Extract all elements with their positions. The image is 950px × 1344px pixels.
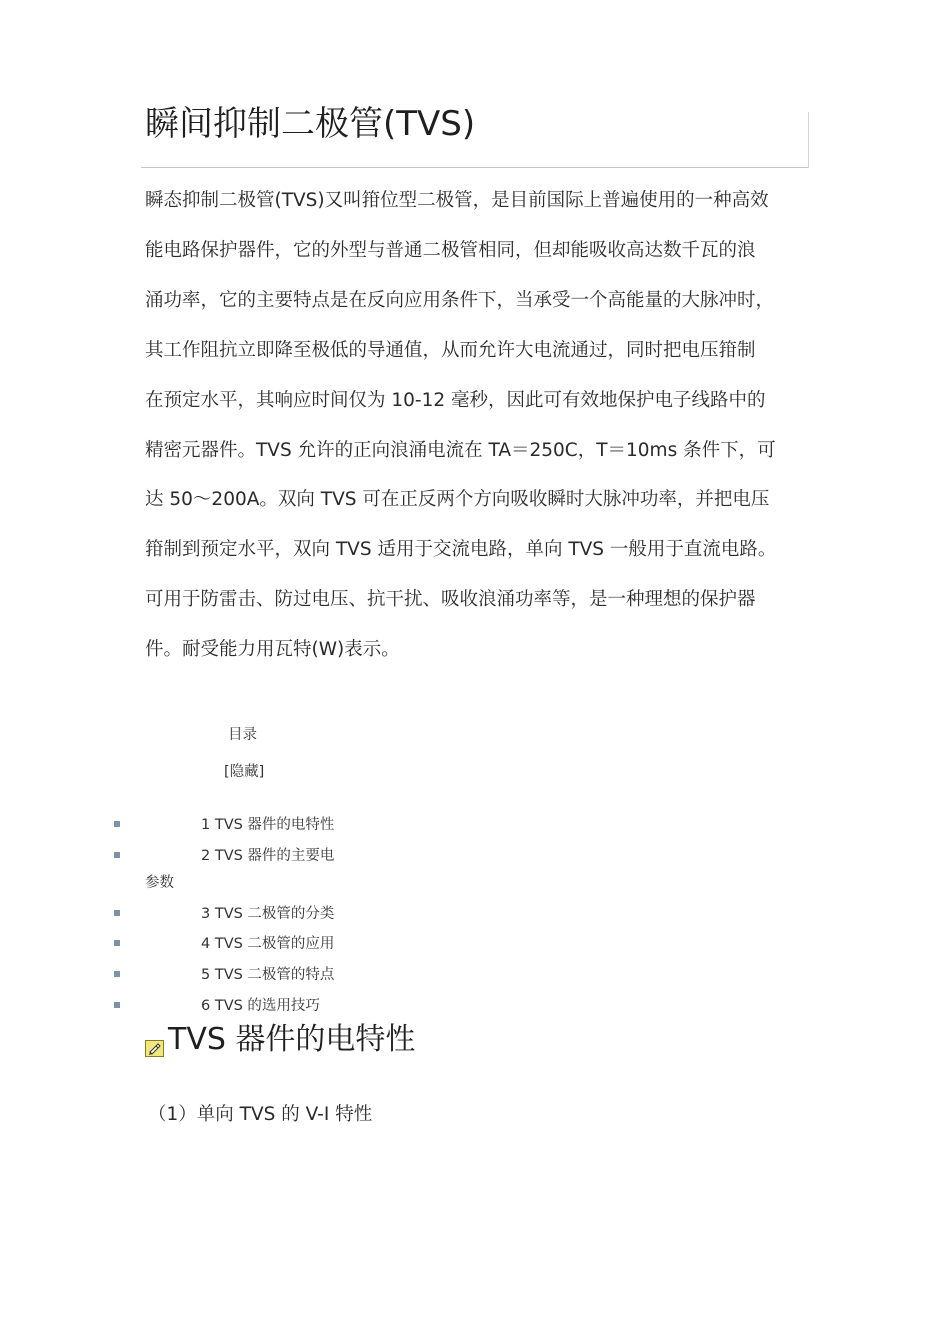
intro-line: 涌功率，它的主要特点是在反向应用条件下，当承受一个高能量的大脉冲时， xyxy=(145,289,775,311)
toc-item[interactable] xyxy=(0,933,700,955)
intro-paragraph xyxy=(145,176,813,675)
intro-line: 其工作阻抗立即降至极低的导通值，从而允许大电流通过，同时把电压箝制 xyxy=(145,339,756,361)
subsection-heading: （1）单向 TVS 的 V-I 特性 xyxy=(148,1104,373,1125)
intro-line: 瞬态抑制二极管(TVS)又叫箝位型二极管，是目前国际上普遍使用的一种高效 xyxy=(145,190,769,211)
bullet-icon xyxy=(114,852,120,858)
bullet-icon xyxy=(114,821,120,827)
toc-link[interactable]: 5 TVS 二极管的特点 xyxy=(201,967,335,983)
toc-link[interactable]: 3 TVS 二极管的分类 xyxy=(201,906,335,922)
toc-item[interactable] xyxy=(0,814,700,836)
intro-line: 精密元器件。TVS 允许的正向浪涌电流在 TA＝250C，T＝10ms 条件下，可 xyxy=(145,439,776,461)
intro-line: 件。耐受能力用瓦特(W)表示。 xyxy=(145,639,400,661)
edit-icon[interactable] xyxy=(145,1040,164,1057)
toc-link[interactable]: 2 TVS 器件的主要电 xyxy=(201,848,335,864)
bullet-icon xyxy=(114,940,120,946)
intro-line: 能电路保护器件，它的外型与普通二极管相同，但却能吸收高达数千瓦的浪 xyxy=(145,239,756,261)
toc-item[interactable] xyxy=(0,845,700,867)
toc-title: 目录 xyxy=(228,727,257,743)
intro-line: 在预定水平，其响应时间仅为 10-12 毫秒，因此可有效地保护电子线路中的 xyxy=(145,389,766,411)
intro-line: 箝制到预定水平，双向 TVS 适用于交流电路，单向 TVS 一般用于直流电路。 xyxy=(145,539,777,561)
bullet-icon xyxy=(114,971,120,977)
intro-line: 可用于防雷击、防过电压、抗干扰、吸收浪涌功率等，是一种理想的保护器 xyxy=(145,589,756,611)
toc-link[interactable]: 1 TVS 器件的电特性 xyxy=(201,817,335,833)
toc-link[interactable]: 4 TVS 二极管的应用 xyxy=(201,936,335,952)
toc-item[interactable] xyxy=(0,995,700,1017)
page-title: 瞬间抑制二极管(TVS) xyxy=(145,104,476,144)
toc-item[interactable] xyxy=(0,903,700,925)
intro-line: 达 50～200A。双向 TVS 可在正反两个方向吸收瞬时大脉冲功率，并把电压 xyxy=(145,489,770,511)
bullet-icon xyxy=(114,910,120,916)
bullet-icon xyxy=(114,1002,120,1008)
toc-hide-toggle[interactable]: [隐藏] xyxy=(224,764,265,780)
section-heading: TVS 器件的电特性 xyxy=(168,1022,416,1057)
toc-item[interactable] xyxy=(0,964,700,986)
toc-item-wrap-text[interactable]: 参数 xyxy=(145,875,174,891)
toc-link[interactable]: 6 TVS 的选用技巧 xyxy=(201,998,320,1014)
